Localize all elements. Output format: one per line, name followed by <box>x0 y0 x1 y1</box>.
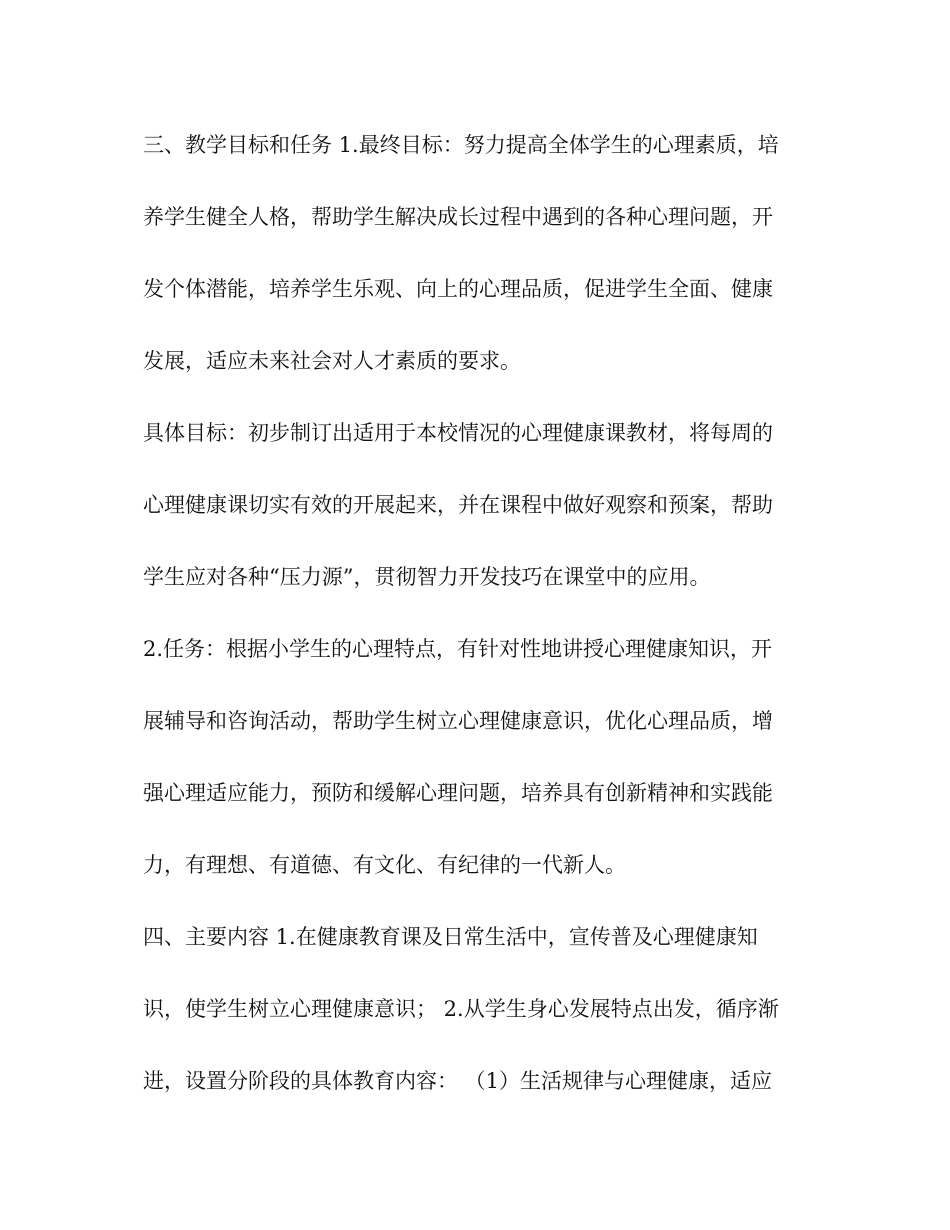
text-line-3: 发个体潜能，培养学生乐观、向上的心理品质，促进学生全面、健康 <box>143 277 773 301</box>
text-line-2: 养学生健全人格，帮助学生解决成长过程中遇到的各种心理问题，开 <box>143 205 773 229</box>
text-line-6: 心理健康课切实有效的开展起来，并在课程中做好观察和预案，帮助 <box>143 493 773 517</box>
text-line-8: 2.任务：根据小学生的心理特点，有针对性地讲授心理健康知识，开 <box>143 637 773 661</box>
text-line-12: 四、主要内容 1.在健康教育课及日常生活中，宣传普及心理健康知 <box>143 925 758 949</box>
text-line-11: 力，有理想、有道德、有文化、有纪律的一代新人。 <box>143 853 626 877</box>
text-line-4: 发展，适应未来社会对人才素质的要求。 <box>143 349 521 373</box>
text-line-10: 强心理适应能力，预防和缓解心理问题，培养具有创新精神和实践能 <box>143 781 773 805</box>
text-line-5: 具体目标：初步制订出适用于本校情况的心理健康课教材，将每周的 <box>143 421 773 445</box>
text-line-9: 展辅导和咨询活动，帮助学生树立心理健康意识，优化心理品质，增 <box>143 709 773 733</box>
text-line-7: 学生应对各种“压力源”，贯彻智力开发技巧在课堂中的应用。 <box>143 565 711 589</box>
text-line-13: 识，使学生树立心理健康意识； 2.从学生身心发展特点出发，循序渐 <box>143 997 779 1021</box>
text-line-1: 三、教学目标和任务 1.最终目标：努力提高全体学生的心理素质，培 <box>143 133 779 157</box>
text-line-14: 进，设置分阶段的具体教育内容： （1）生活规律与心理健康，适应 <box>143 1069 773 1093</box>
